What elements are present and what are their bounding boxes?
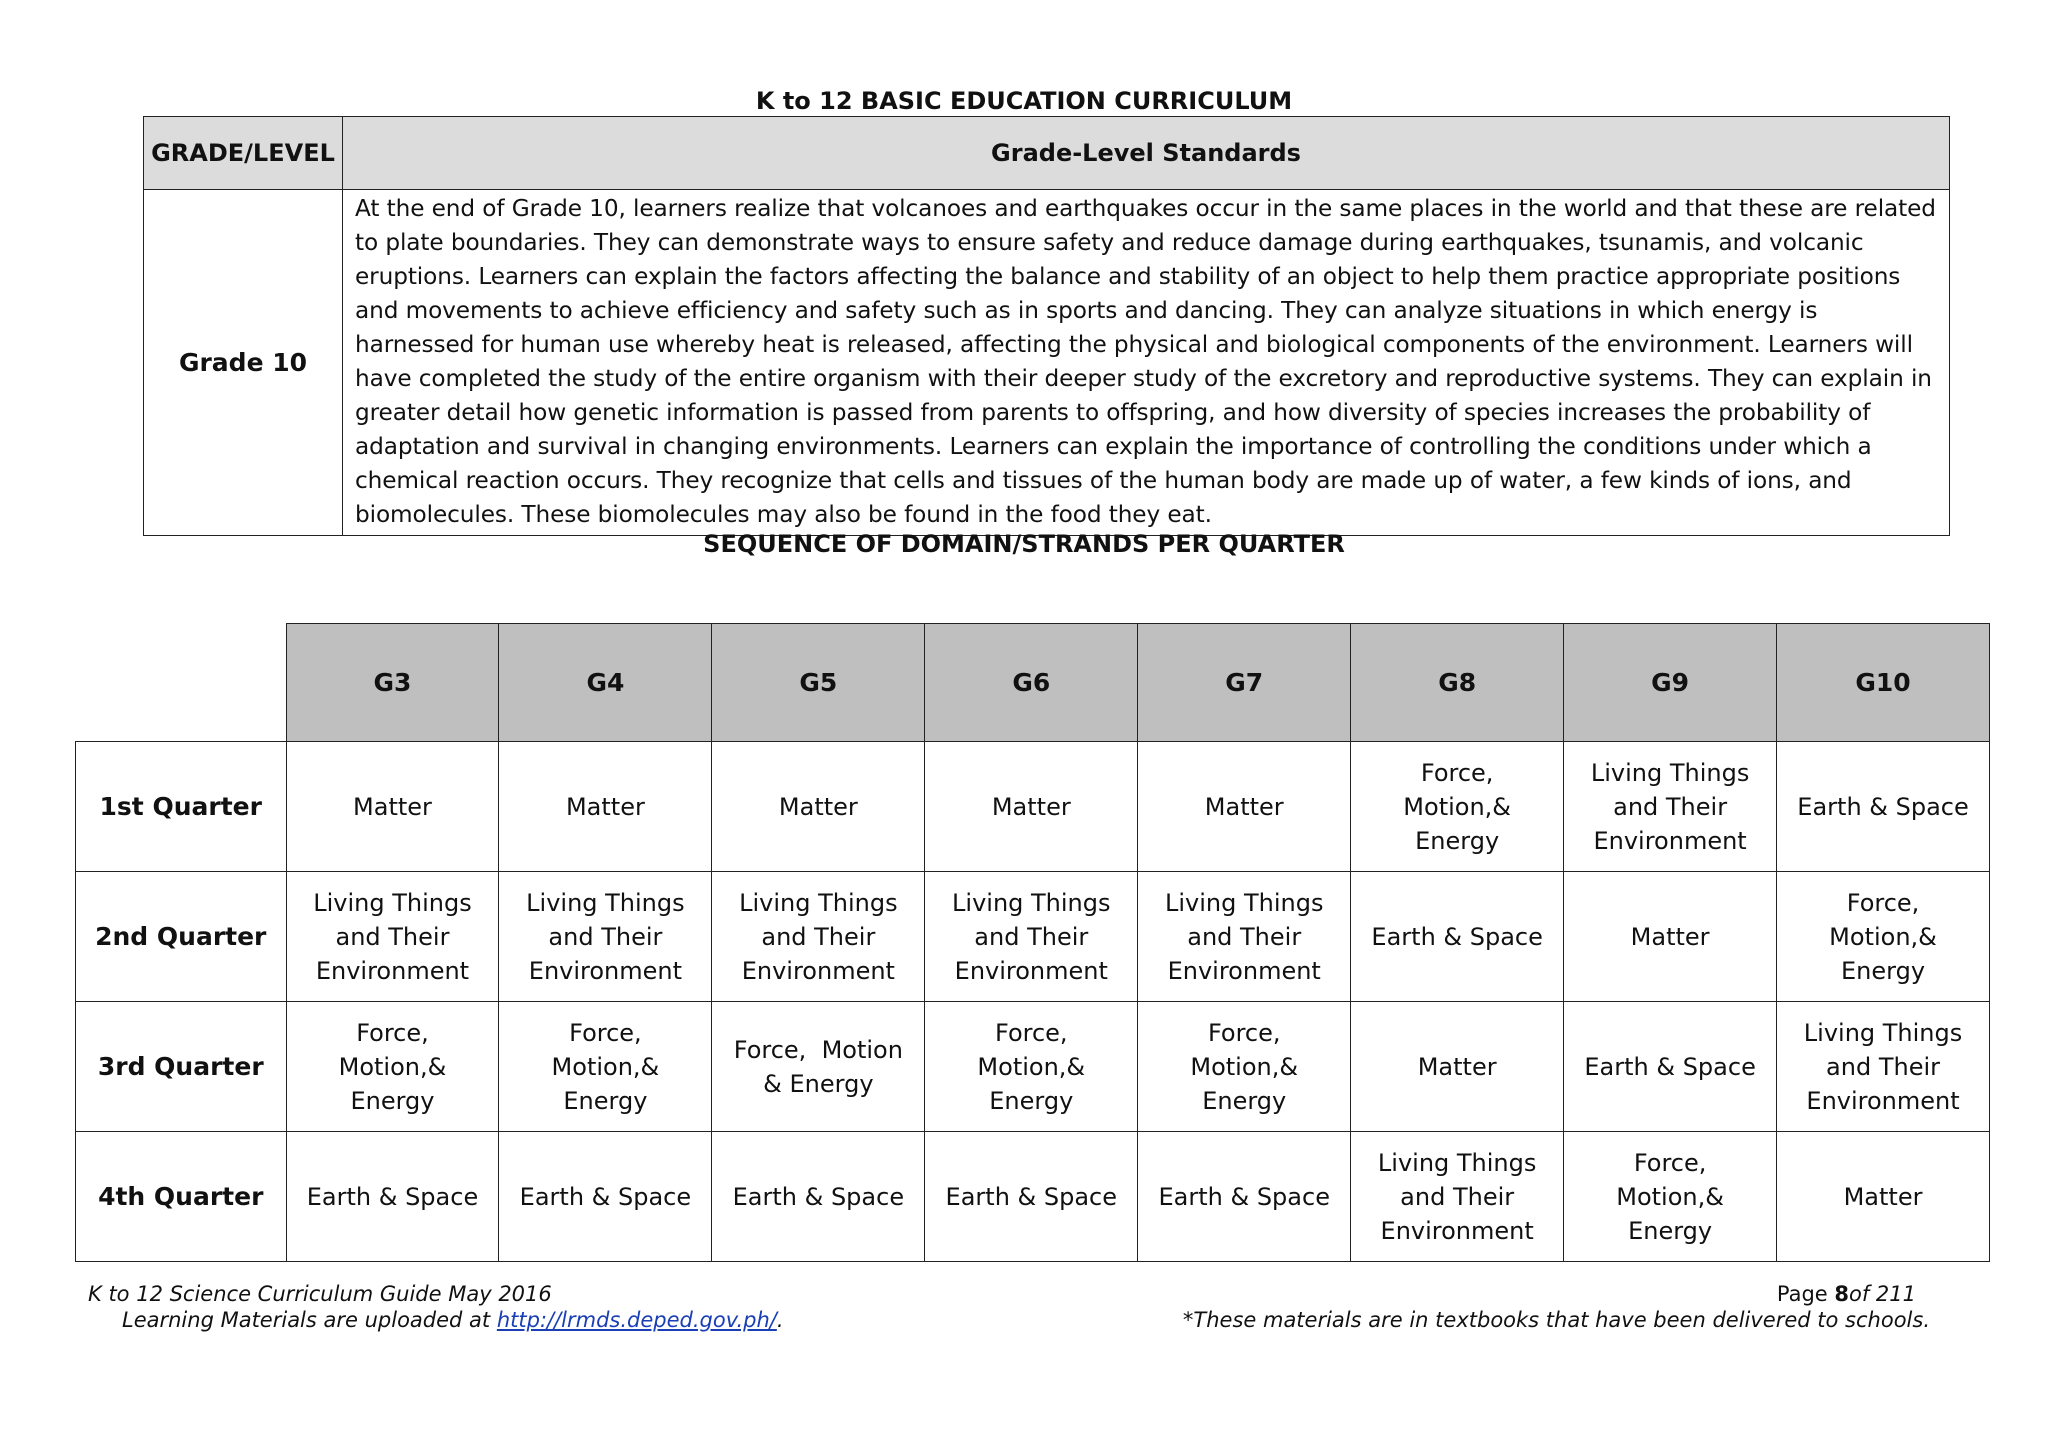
footer-upload-suffix: . (776, 1308, 784, 1332)
domain-cell: Living Things and Their Environment (1777, 1002, 1990, 1132)
grade-header: G10 (1777, 624, 1990, 742)
domain-cell: Living Things and Their Environment (1351, 1132, 1564, 1262)
domain-cell: Living Things and Their Environment (1138, 872, 1351, 1002)
domain-cell: Force, Motion,& Energy (1564, 1132, 1777, 1262)
domain-cell: Living Things and Their Environment (925, 872, 1138, 1002)
domain-cell: Living Things and Their Environment (1564, 742, 1777, 872)
sequence-header-row (76, 624, 1990, 742)
domain-cell: Earth & Space (499, 1132, 712, 1262)
sequence-title: SEQUENCE OF DOMAIN/STRANDS PER QUARTER (703, 530, 1345, 558)
domain-cell: Force, Motion,& Energy (1138, 1002, 1351, 1132)
grade-header: G9 (1564, 624, 1777, 742)
domain-cell: Force, Motion,& Energy (925, 1002, 1138, 1132)
domain-cell: Living Things and Their Environment (499, 872, 712, 1002)
sequence-table (75, 623, 1990, 1262)
grade-level-standards-table (143, 116, 1950, 536)
corner-cell (76, 624, 287, 742)
domain-cell: Matter (286, 742, 499, 872)
quarter-label: 3rd Quarter (76, 1002, 287, 1132)
grade-header: G7 (1138, 624, 1351, 742)
footer-upload-note (122, 1307, 784, 1334)
grade-header: G5 (712, 624, 925, 742)
domain-cell: Living Things and Their Environment (712, 872, 925, 1002)
domain-cell: Matter (1138, 742, 1351, 872)
page-total: of 211 (1849, 1282, 1916, 1306)
standards-column-header: Grade-Level Standards (343, 117, 1950, 190)
footer-upload-prefix: Learning Materials are uploaded at (122, 1308, 497, 1332)
standards-header-row (144, 117, 1950, 190)
standards-row (144, 190, 1950, 536)
lrmds-link[interactable]: http://lrmds.deped.gov.ph/ (496, 1308, 777, 1332)
grade-header: G4 (499, 624, 712, 742)
domain-cell: Matter (1564, 872, 1777, 1002)
quarter-label: 4th Quarter (76, 1132, 287, 1262)
domain-cell: Matter (499, 742, 712, 872)
grade-header: G8 (1351, 624, 1564, 742)
domain-cell: Force, Motion,& Energy (1777, 872, 1990, 1002)
quarter-label: 2nd Quarter (76, 872, 287, 1002)
grade-label: Grade 10 (144, 190, 343, 536)
domain-cell: Matter (925, 742, 1138, 872)
domain-cell: Matter (1777, 1132, 1990, 1262)
grade-header: G3 (286, 624, 499, 742)
domain-cell: Force, Motion & Energy (712, 1002, 925, 1132)
domain-cell: Earth & Space (286, 1132, 499, 1262)
domain-cell: Force, Motion,& Energy (1351, 742, 1564, 872)
table-row (76, 872, 1990, 1002)
domain-cell: Earth & Space (1138, 1132, 1351, 1262)
domain-cell: Earth & Space (925, 1132, 1138, 1262)
quarter-label: 1st Quarter (76, 742, 287, 872)
domain-cell: Force, Motion,& Energy (499, 1002, 712, 1132)
domain-cell: Earth & Space (1777, 742, 1990, 872)
table-row (76, 1002, 1990, 1132)
domain-cell: Earth & Space (712, 1132, 925, 1262)
page-label: Page (1776, 1282, 1835, 1306)
domain-cell: Earth & Space (1351, 872, 1564, 1002)
footer-guide: K to 12 Science Curriculum Guide May 2016 (88, 1282, 552, 1306)
domain-cell: Matter (1351, 1002, 1564, 1132)
domain-cell: Force, Motion,& Energy (286, 1002, 499, 1132)
table-row (76, 742, 1990, 872)
table-row (76, 1132, 1990, 1262)
standards-text: At the end of Grade 10, learners realize that volcanoes and earthquakes occur in the same places in the world and that these are related to plate boundaries. They can demonstrate ways to ensure safety and reduce damage during earthquakes, tsunamis, and volcanic eruptions. Learners can explain the factors affecting the balance and stability of an object to help them practice appropriate positions and movements to achieve efficiency and safety such as in sports and dancing. They can analyze situations in which energy is harnessed for human use whereby heat is released, affecting the physical and biological components of the environment. Learners will have completed the study of the entire organism with their deeper study of the excretory and reproductive systems. They can explain in greater detail how genetic information is passed from parents to offspring, and how diversity of species increases the probability of adaptation and survival in changing environments. Learners can explain the importance of controlling the conditions under which a chemical reaction occurs. They recognize that cells and tissues of the human body are made up of water, a few kinds of ions, and biomolecules. These biomolecules may also be found in the food they eat. (343, 190, 1950, 536)
page-title: K to 12 BASIC EDUCATION CURRICULUM (755, 87, 1293, 115)
domain-cell: Living Things and Their Environment (286, 872, 499, 1002)
footer-materials-note: *These materials are in textbooks that have been delivered to schools. (1182, 1308, 1930, 1332)
page-number (1700, 1281, 1916, 1308)
domain-cell: Matter (712, 742, 925, 872)
domain-cell: Earth & Space (1564, 1002, 1777, 1132)
grade-level-column-header: GRADE/LEVEL (144, 117, 343, 190)
grade-header: G6 (925, 624, 1138, 742)
current-page: 8 (1834, 1282, 1849, 1306)
